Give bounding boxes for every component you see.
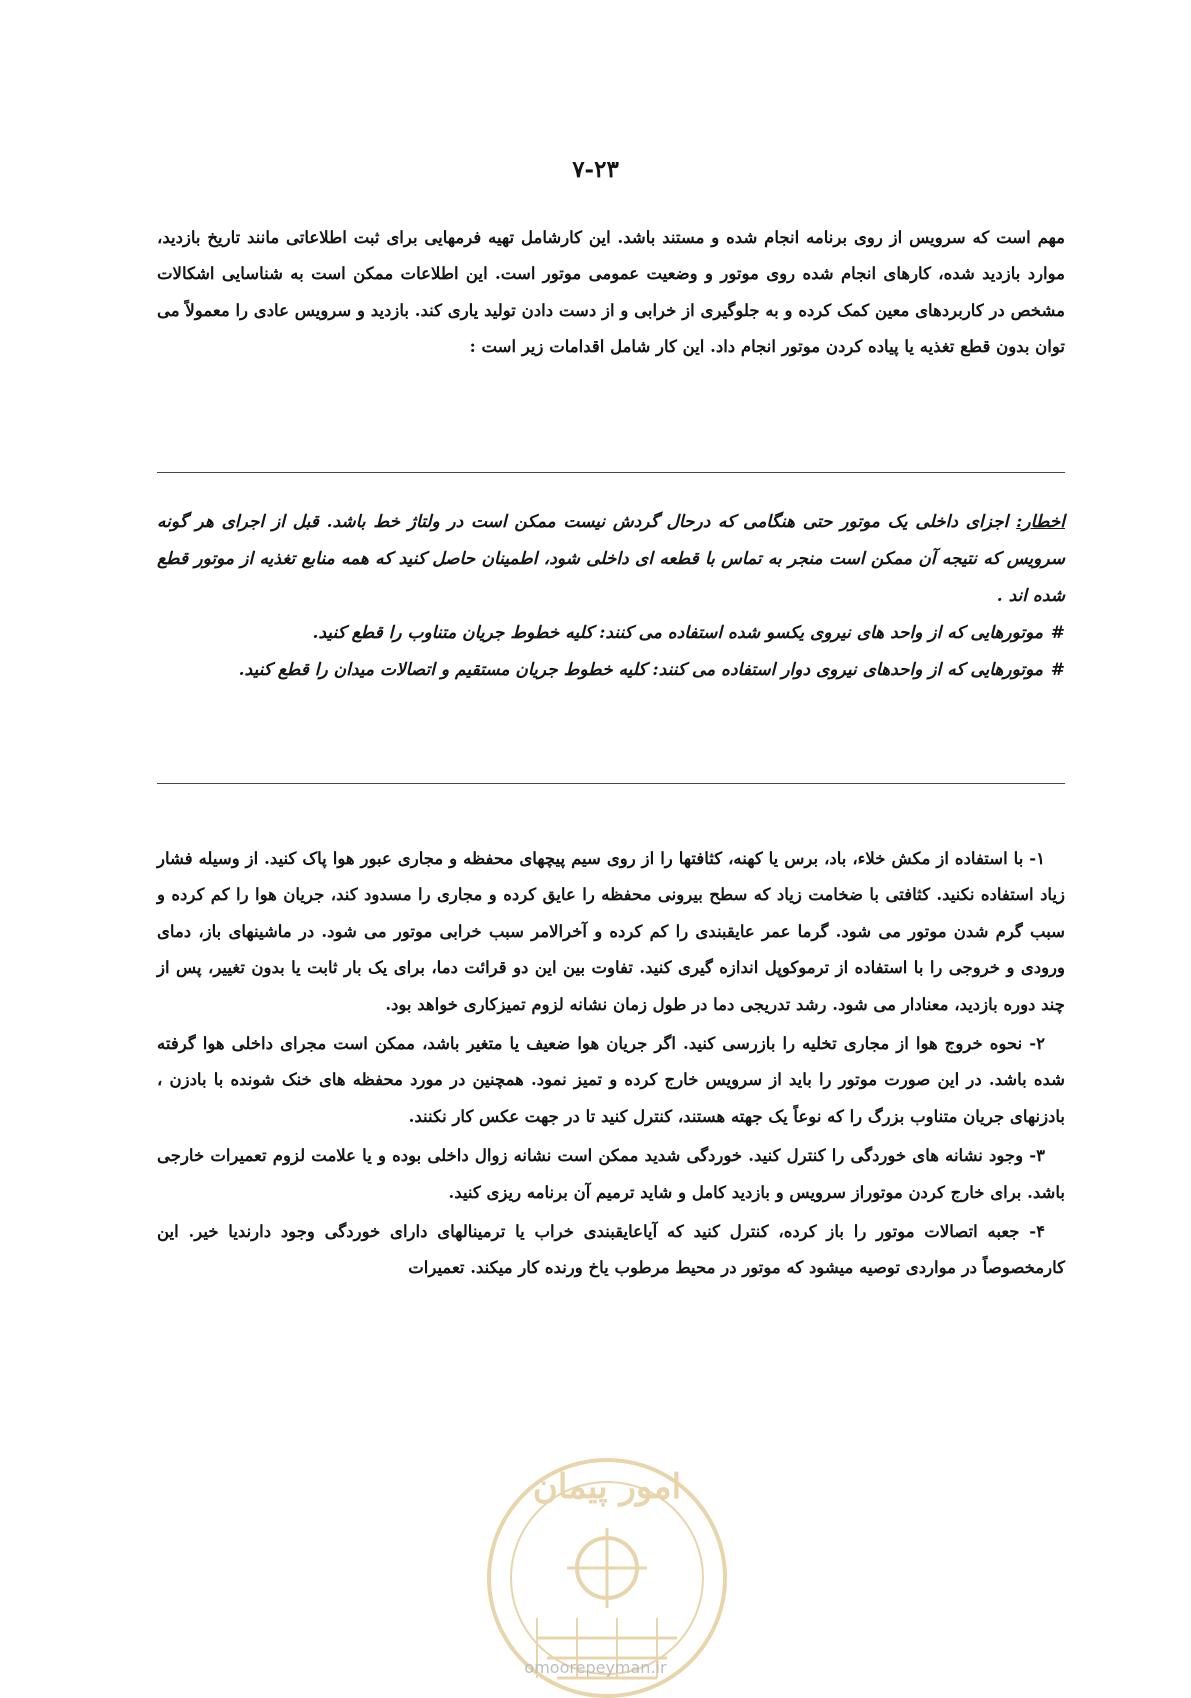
step-paragraph: ۳- وجود نشانه های خوردگی را کنترل کنید. خوردگی شدید ممکن است نشانه زوال داخلی بوده و یا علامت لزوم تعمیرات خارجی باشد. برای خارج کردن موتوراز سرویس و بازدید کامل و شاید ترمیم آن برنامه ریزی کنید.: [157, 1146, 1065, 1202]
step-paragraph: ۴- جعبه اتصالات موتور را باز کرده، کنترل کنید که آیاعایقبندی خراب یا ترمینالهای دارای خوردگی وجود دارندیا خیر. این کارمخصوصاً در مواردی توصیه میشود که موتور در محیط مرطوب یاخ ورنده کار میکند. تعمیرات: [157, 1222, 1065, 1278]
intro-paragraph: مهم است که سرویس از روی برنامه انجام شده و مستند باشد. این کارشامل تهیه فرمهایی برای ثبت اطلاعاتی مانند تاریخ بازدید، موارد بازدید شده، کارهای انجام شده روی موتور و وضعیت عمومی موتور است. این اطلاعات ممکن است به شناسایی اشکالات مشخص در کاربردهای معین کمک کرده و به جلوگیری از خرابی و از دست دادن تولید یاری کند. بازدید و سرویس عادی را معمولاً می توان بدون قطع تغذیه یا پیاده کردن موتور انجام داد. این کار شامل اقدامات زیر است :: [157, 228, 1065, 357]
page-number: ۷-۲۳: [572, 156, 619, 183]
hash-bullet-icon: #: [1050, 623, 1065, 643]
warning-label: اخطار:: [1016, 512, 1065, 532]
warning-bullet: [157, 652, 1065, 689]
warning-box: [157, 504, 1065, 689]
warning-top-divider: [157, 472, 1065, 473]
warning-text: اجزای داخلی یک موتور حتی هنگامی که درحال گردش نیست ممکن است در ولتاژ خط باشد. قبل از اجرای هر گونه سرویس که نتیجه آن ممکن است منجر به تماس با قطعه ای داخلی شود، اطمینان حاصل کنید که همه منابع تغذیه از موتور قطع شده اند .: [157, 512, 1065, 606]
warning-bullet-text: موتورهایی که از واحد های نیروی یکسو شده استفاده می کنند: کلیه خطوط جریان متناوب را قطع کنید.: [312, 623, 1043, 643]
step-paragraph: ۱- با استفاده از مکش خلاء، باد، برس یا کهنه، کثافتها را از روی سیم پیچهای محفظه و مجاری عبور هوا پاک کنید. از وسیله فشار زیاد استفاده نکنید. کثافتی با ضخامت زیاد که سطح بیرونی محفظه را عایق کرده و مجاری را مسدود کند، جریان هوا را کم کرده و سبب گرم شدن موتور می شود. گرما عمر عایقبندی را کم کرده و آخرالامر سبب خرابی موتور می شود. در ماشینهای باز، دمای ورودی و خروجی را با استفاده از ترموکوپل اندازه گیری کنید. تفاوت بین این دو قرائت دما، برای یک بار ثابت یا بدون تغییر، پس از چند دوره بازدید، معنادار می شود. رشد تدریجی دما در طول زمان نشانه لزوم تمیزکاری خواهد بود.: [157, 849, 1065, 1014]
footer-url: omoorepeyman.ir: [524, 1658, 667, 1677]
warning-bullet-text: موتورهایی که از واحدهای نیروی دوار استفاده می کنند: کلیه خطوط جریان مستقیم و اتصالات میدان را قطع کنید.: [238, 660, 1043, 680]
seal-emblem-icon: [457, 1418, 757, 1698]
warning-bullet: [157, 615, 1065, 652]
step-paragraph: ۲- نحوه خروج هوا از مجاری تخلیه را بازرسی کنید. اگر جریان هوا ضعیف یا متغیر باشد، ممکن است مجرای داخلی هوا گرفته شده باشد. در این صورت موتور را باید از سرویس خارج کرده و تمیز نمود. همچنین در مورد محفظه های خنک شونده با بادزن ، بادزنهای جریان متناوب بزرگ را که نوعاً یک جهته هستند، کنترل کنید تا در جهت عکس کار نکنند.: [157, 1034, 1065, 1126]
steps-list: [157, 841, 1065, 1290]
hash-bullet-icon: #: [1050, 660, 1065, 680]
watermark-text: امور پیمان: [532, 1467, 682, 1507]
warning-bottom-divider: [157, 783, 1065, 784]
